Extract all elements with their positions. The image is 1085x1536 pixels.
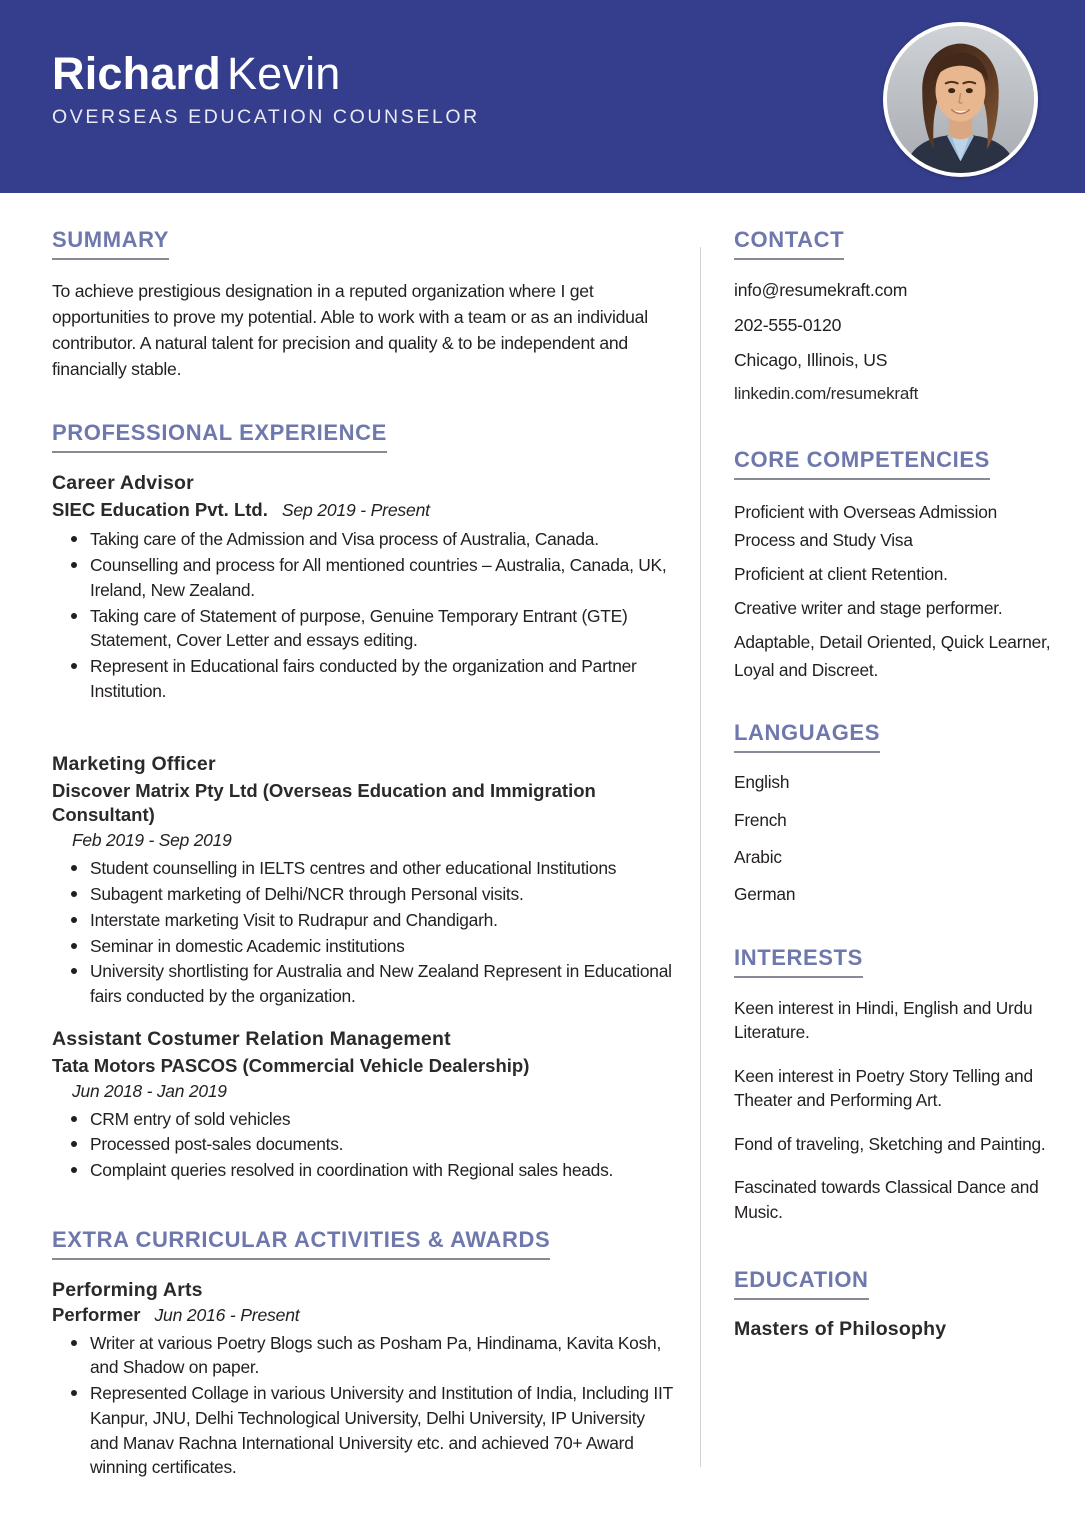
avatar [883, 22, 1038, 177]
list-item: Taking care of Statement of purpose, Genuine Temporary Entrant (GTE) Statement, Cover Letter and essays editing. [52, 604, 674, 653]
resume-header [0, 0, 1085, 193]
list-item: University shortlisting for Australia and New Zealand Represent in Educational fairs conducted by the organization. [52, 959, 674, 1008]
spacer [52, 704, 674, 734]
section-interests [734, 945, 1055, 1225]
list-item: Student counselling in IELTS centres and other educational Institutions [52, 856, 674, 881]
section-heading-languages: LANGUAGES [734, 720, 880, 753]
list-item: Processed post-sales documents. [52, 1132, 674, 1157]
list-item: French [734, 809, 787, 830]
header-identity [52, 50, 480, 129]
spacer [734, 921, 1055, 945]
list-item: Subagent marketing of Delhi/NCR through Personal visits. [52, 882, 674, 907]
experience-company: Discover Matrix Pty Ltd (Overseas Education and Immigration Consultant) [52, 780, 596, 826]
list-item: Complaint queries resolved in coordination with Regional sales heads. [52, 1158, 674, 1183]
list-item: Fond of traveling, Sketching and Painting. [734, 1133, 1046, 1154]
experience-role: Assistant Costumer Relation Management [52, 1027, 451, 1050]
list-item: Adaptable, Detail Oriented, Quick Learner, Loyal and Discreet. [734, 632, 1051, 681]
experience-item [52, 471, 674, 703]
contact-phone[interactable]: 202-555-0120 [734, 314, 842, 335]
spacer [734, 690, 1055, 720]
candidate-job-title: OVERSEAS EDUCATION COUNSELOR [52, 106, 480, 129]
extra-activity-role-line [52, 1304, 674, 1326]
extra-activity-role: Performer [52, 1303, 141, 1325]
section-heading-core-competencies: CORE COMPETENCIES [734, 447, 990, 480]
spacer [734, 417, 1055, 447]
list-item: Writer at various Poetry Blogs such as Posham Pa, Hindinama, Kavita Kosh, and Shadow on paper. [52, 1331, 674, 1380]
experience-role: Career Advisor [52, 472, 194, 495]
profile-photo [887, 26, 1034, 173]
section-core-competencies [734, 447, 1055, 684]
spacer [52, 1187, 674, 1227]
experience-dates: Jun 2018 - Jan 2019 [72, 1080, 227, 1101]
experience-item [52, 1027, 674, 1183]
contact-linkedin[interactable]: linkedin.com/resumekraft [734, 384, 919, 404]
section-education [734, 1267, 1055, 1341]
resume-body [0, 193, 1085, 1484]
section-contact [734, 227, 1055, 406]
list-item: Counselling and process for All mentioned countries – Australia, Canada, UK, Ireland, New Zealand. [52, 553, 674, 602]
experience-dates: Sep 2019 - Present [281, 500, 430, 521]
contact-location: Chicago, Illinois, US [734, 349, 888, 370]
section-heading-contact: CONTACT [734, 227, 844, 260]
list-item: Creative writer and stage performer. [734, 598, 1003, 619]
contact-list [734, 279, 1055, 406]
contact-email[interactable]: info@resumekraft.com [734, 280, 908, 300]
list-item: English [734, 772, 790, 793]
last-name: Kevin [226, 48, 341, 99]
language-list [734, 771, 1055, 906]
section-heading-interests: INTERESTS [734, 945, 863, 978]
section-heading-education: EDUCATION [734, 1267, 869, 1300]
list-item: Proficient with Overseas Admission Process and Study Visa [734, 502, 998, 551]
list-item: Fascinated towards Classical Dance and Music. [734, 1177, 1039, 1222]
list-item: German [734, 884, 796, 905]
section-heading-extra-curricular: EXTRA CURRICULAR ACTIVITIES & AWARDS [52, 1227, 550, 1260]
list-item: Arabic [734, 846, 782, 867]
extra-activity-dates: Jun 2016 - Present [154, 1304, 300, 1325]
section-heading-experience: PROFESSIONAL EXPERIENCE [52, 420, 387, 453]
section-languages [734, 720, 1055, 906]
interest-list [734, 996, 1055, 1225]
education-degree: Masters of Philosophy [734, 1318, 947, 1341]
list-item: Proficient at client Retention. [734, 564, 948, 585]
list-item: Keen interest in Poetry Story Telling and Theater and Performing Art. [734, 1065, 1033, 1111]
experience-dates: Feb 2019 - Sep 2019 [72, 830, 232, 851]
experience-bullets [52, 856, 674, 1008]
first-name: Richard [52, 48, 221, 99]
experience-role: Marketing Officer [52, 753, 216, 776]
section-summary [52, 227, 674, 382]
spacer [734, 1243, 1055, 1267]
extra-activity-bullets [52, 1331, 674, 1480]
spacer [52, 386, 674, 420]
extra-activity-title: Performing Arts [52, 1278, 203, 1301]
profile-photo-illustration [887, 26, 1034, 173]
main-column [0, 227, 700, 1484]
sidebar-column [701, 227, 1085, 1484]
list-item: CRM entry of sold vehicles [52, 1107, 674, 1132]
list-item: Keen interest in Hindi, English and Urdu Literature. [734, 997, 1033, 1043]
candidate-name [52, 50, 480, 97]
list-item: Taking care of the Admission and Visa process of Australia, Canada. [52, 527, 674, 552]
experience-company: SIEC Education Pvt. Ltd. [52, 499, 268, 521]
section-extra-curricular [52, 1227, 674, 1480]
section-heading-summary: SUMMARY [52, 227, 169, 260]
list-item: Interstate marketing Visit to Rudrapur and Chandigarh. [52, 908, 674, 933]
experience-company: Tata Motors PASCOS (Commercial Vehicle Dealership) [52, 1054, 530, 1076]
list-item: Represented Collage in various University and Institution of India, Including IIT Kanpur, JNU, Delhi Technological University, Delhi University, IP University and Manav Rachna International University etc. and achieved 70+ Award winning certificates. [52, 1381, 674, 1480]
section-professional-experience [52, 420, 674, 1182]
list-item: Represent in Educational fairs conducted by the organization and Partner Institution. [52, 654, 674, 703]
experience-item [52, 752, 674, 1008]
competency-list [734, 498, 1055, 684]
experience-bullets [52, 527, 674, 703]
experience-bullets [52, 1107, 674, 1183]
list-item: Seminar in domestic Academic institutions [52, 934, 674, 959]
summary-text: To achieve prestigious designation in a reputed organization where I get opportunities to prove my potential. Able to work with a team or as an individual contributor. A natural talent for precision and quality & to be independent and financially stable. [52, 281, 648, 379]
experience-company-line [52, 498, 674, 522]
